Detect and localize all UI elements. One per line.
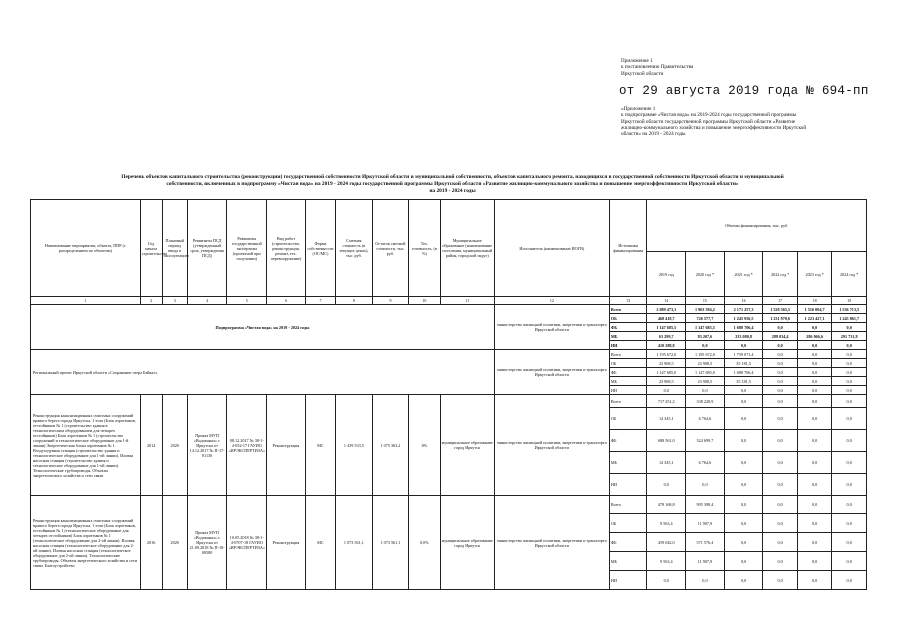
annex-line: к подпрограмме «Чистая вода» на 2019-2024 годы государственной программы bbox=[621, 112, 797, 119]
funding-value: 0,0 bbox=[797, 377, 831, 386]
funding-source: ОБ bbox=[609, 314, 647, 323]
annex-line: «Приложение 1 bbox=[621, 106, 656, 112]
header-year: 2021 год * bbox=[724, 252, 763, 297]
funding-value: 0,0 bbox=[763, 514, 797, 533]
funding-value: 0,0 bbox=[797, 368, 831, 377]
funding-source: Всего bbox=[609, 305, 647, 314]
funding-value: 0,0 bbox=[763, 571, 797, 590]
funding-value: 23 908,5 bbox=[686, 359, 725, 368]
remaining-cost: 1 073 561,1 bbox=[372, 496, 409, 590]
funding-value: 0,0 bbox=[763, 359, 797, 368]
column-numbers-row bbox=[31, 297, 867, 305]
funding-value: 1 516 004,7 bbox=[797, 305, 831, 314]
executor-cell: министерство жилищной политики, энергетики и транспорта Иркутской области bbox=[494, 350, 609, 395]
funding-value: 0,0 bbox=[686, 474, 725, 496]
header-line: к постановлению Правительства bbox=[621, 64, 694, 71]
funding-source: МБ bbox=[609, 552, 647, 571]
funding-value: 0,0 bbox=[832, 533, 867, 552]
work-type: Реконструкция bbox=[267, 395, 306, 496]
funding-value: 478 168,8 bbox=[647, 496, 686, 514]
funding-value: 0,0 bbox=[724, 533, 763, 552]
executor-cell: министерство жилищной политики, энергетики и транспорта Иркутской области bbox=[494, 496, 609, 590]
funding-value: 1 528 565,5 bbox=[763, 305, 797, 314]
funding-value: 23 908,5 bbox=[686, 377, 725, 386]
funding-source: ФБ bbox=[609, 368, 647, 377]
funding-value: 0,0 bbox=[763, 452, 797, 474]
funding-value: 0,0 bbox=[832, 386, 867, 395]
annex-line: жилищно-коммунального хозяйства и повышение энергоэффективности Иркутской bbox=[621, 124, 807, 131]
header-name: Наименование мероприятия, объекта, ППР (с распределением по объектам) bbox=[31, 200, 141, 297]
funding-value: 0,0 bbox=[686, 571, 725, 590]
funding-value: 0,0 bbox=[763, 350, 797, 359]
column-number: 8 bbox=[336, 297, 373, 305]
column-number: 17 bbox=[763, 297, 797, 305]
funding-value: 23 908,5 bbox=[647, 377, 686, 386]
funding-value: 1 147 685,5 bbox=[647, 323, 686, 332]
finance-row bbox=[31, 496, 867, 514]
header-mun: Муниципальное образование (наименование поселения, муниципальный район, городской округ) bbox=[440, 200, 494, 297]
start-year: 2016 bbox=[140, 496, 162, 590]
funding-value: 1 536 713,5 bbox=[832, 305, 867, 314]
estimated-cost: 1 439 533,5 bbox=[336, 395, 373, 496]
funding-value: 0,0 bbox=[797, 395, 831, 408]
column-number: 10 bbox=[409, 297, 440, 305]
funding-value: 324 699,7 bbox=[686, 430, 725, 452]
funding-value: 2 171 257,3 bbox=[724, 305, 763, 314]
funding-value: 995 398,4 bbox=[686, 496, 725, 514]
column-number: 5 bbox=[227, 297, 267, 305]
funding-value: 0,0 bbox=[797, 430, 831, 452]
funding-value: 0,0 bbox=[763, 474, 797, 496]
design-docs: Приказ МУП «Водоканал» г. Иркутска от 21.09.2018 № П-18-00580 bbox=[187, 496, 227, 590]
funding-value: 410 288,8 bbox=[647, 341, 686, 350]
readiness: 8% bbox=[409, 395, 440, 496]
header-fin-group: Объемы финансирования, тыс. руб. bbox=[647, 200, 867, 252]
expertise: 08.12.2017 № 38-1-4-052-17 ГАУИО «ИРЭКСПЕРТИЗА» bbox=[227, 395, 267, 496]
column-number: 18 bbox=[797, 297, 831, 305]
funding-source: ФБ bbox=[609, 323, 647, 332]
funding-value: 1 195 672,0 bbox=[686, 350, 725, 359]
funding-value: 0,0 bbox=[763, 430, 797, 452]
title-line: на 2019 - 2024 годы bbox=[429, 187, 476, 194]
column-number: 6 bbox=[267, 297, 306, 305]
funding-value: 0,0 bbox=[763, 368, 797, 377]
executor-cell: министерство жилищной политики, энергетики и транспорта Иркутской области bbox=[494, 305, 609, 350]
funding-value: 233 080,8 bbox=[724, 332, 763, 341]
funding-value: 0,0 bbox=[647, 474, 686, 496]
funding-value: 83 207,6 bbox=[686, 332, 725, 341]
funding-value: 0,0 bbox=[763, 408, 797, 430]
funding-value: 1 231 970,6 bbox=[763, 314, 797, 323]
column-number: 7 bbox=[305, 297, 335, 305]
funding-value: 468 418,7 bbox=[647, 314, 686, 323]
column-number: 9 bbox=[372, 297, 409, 305]
work-type: Реконструкция bbox=[267, 496, 306, 590]
funding-value: 0,0 bbox=[763, 341, 797, 350]
funding-source: Всего bbox=[609, 350, 647, 359]
funding-source: МБ bbox=[609, 332, 647, 341]
funding-value: 0,0 bbox=[724, 395, 763, 408]
funding-value: 6 764,6 bbox=[686, 452, 725, 474]
funding-source: ФБ bbox=[609, 533, 647, 552]
funding-value: 0,0 bbox=[832, 452, 867, 474]
funding-value: 286 066,6 bbox=[797, 332, 831, 341]
remaining-cost: 1 075 363,2 bbox=[372, 395, 409, 496]
funding-value: 0,0 bbox=[724, 386, 763, 395]
funding-source: ИИ bbox=[609, 341, 647, 350]
funding-value: 0,0 bbox=[797, 408, 831, 430]
header-year: 2022 год * bbox=[763, 252, 797, 297]
funding-value: 291 731,8 bbox=[832, 332, 867, 341]
funding-value: 0,0 bbox=[797, 386, 831, 395]
funding-value: 0,0 bbox=[797, 571, 831, 590]
title-line: собственности, включенных в подпрограмму «Чистая вода» на 2019 - 2024 годы государственной программы Иркутской области «Развитие жилищно-коммунального хозяйства и повышение энергоэффективности Иркутской области» bbox=[166, 180, 739, 187]
municipality: муниципальное образование город Иркутск bbox=[440, 395, 494, 496]
object-name: Реконструкция канализационных очистных сооружений правого берега города Иркутска. 1 этап (Блок аэротенков, отстойников № 1 (технологическое оборудование для четырех отстойников) Блок аэротенков № 1 (технологическое оборудование для 2-ой линии). Иловая насосная станция (технологическое оборудование для 2-ой линии). Иловая насосная станция (технологическое оборудование для 2-ой линии). Технологические трубопроводы. Объекты энергетического хозяйства и сети связи. Благоустройство bbox=[31, 496, 141, 590]
header-src: Источники финансирования bbox=[609, 200, 647, 297]
funding-source: ОБ bbox=[609, 408, 647, 430]
project-title: Региональный проект Иркутской области «Сохранение озера Байкал» bbox=[31, 350, 495, 395]
expertise: 10.05.2018 № 38-1-4-0707-18 ГАУИО «ИРЭКСПЕРТИЗА» bbox=[227, 496, 267, 590]
funding-value: 1 147 685,0 bbox=[686, 368, 725, 377]
column-number: 2 bbox=[140, 297, 162, 305]
readiness: 0,0% bbox=[409, 496, 440, 590]
header-year: 2020 год * bbox=[686, 252, 725, 297]
column-number: 12 bbox=[494, 297, 609, 305]
funding-value: 14 345,1 bbox=[647, 452, 686, 474]
header-pir: Реквизиты ПСД (утвержденный срок, утверждения ПСД) bbox=[187, 200, 227, 297]
object-name: Реконструкция канализационных очистных сооружений правого берега города Иркутска. 1 этап (Блок аэротенков, отстойников № 1 (строительство здания в технологическим оборудованием для четырех отстойников) Блок аэротенков № 1 (строительство сооружений и технологическое оборудование для 1-й линии) Энергетическая блока аэротенков № 1. Воздуходувная станция (строительство здания и технологическое оборудование для 1-ой линии). Иловая насосная станция (строительство здания и технологическое оборудование для 1-ой линии). Технологические трубопроводы. Объекты энергетического хозяйства и сети связи bbox=[31, 395, 141, 496]
funding-value: 0,0 bbox=[797, 514, 831, 533]
executor-cell: министерство жилищной политики, энергетики и транспорта Иркутской области bbox=[494, 395, 609, 496]
column-number: 3 bbox=[162, 297, 187, 305]
funding-value: 63 299,7 bbox=[647, 332, 686, 341]
funding-value: 0,0 bbox=[763, 496, 797, 514]
funding-value: 1 223 427,1 bbox=[797, 314, 831, 323]
funding-value: 35 181,5 bbox=[724, 377, 763, 386]
column-number: 1 bbox=[31, 297, 141, 305]
funding-source: ИИ bbox=[609, 386, 647, 395]
funding-value: 1 245 956,5 bbox=[724, 314, 763, 323]
funding-value: 0,0 bbox=[832, 496, 867, 514]
program-title: Подпрограмма «Чистая вода» на 2019 - 2024 годы bbox=[31, 305, 495, 350]
estimated-cost: 1 073 561,1 bbox=[336, 496, 373, 590]
funding-value: 0,0 bbox=[724, 430, 763, 452]
funding-value: 0,0 bbox=[797, 533, 831, 552]
column-number: 15 bbox=[686, 297, 725, 305]
funding-value: 726 577,7 bbox=[686, 314, 725, 323]
funding-value: 0,0 bbox=[797, 350, 831, 359]
header-own: Форма собственности (ОГ/МС) bbox=[305, 200, 335, 297]
header-line: Приложение 1 bbox=[621, 58, 653, 64]
annex-line: области» на 2019 - 2024 годы bbox=[621, 131, 686, 138]
funding-value: 0,0 bbox=[797, 452, 831, 474]
funding-value: 0,0 bbox=[832, 341, 867, 350]
approval-header bbox=[621, 58, 871, 77]
municipality: муниципальное образование город Иркутск bbox=[440, 496, 494, 590]
funding-value: 14 345,1 bbox=[647, 408, 686, 430]
funding-value: 9 563,4 bbox=[647, 514, 686, 533]
funding-source: ИИ bbox=[609, 571, 647, 590]
header-year: 2019 год bbox=[647, 252, 686, 297]
funding-value: 0,0 bbox=[797, 552, 831, 571]
funding-value: 338 228,9 bbox=[686, 395, 725, 408]
funding-value: 0,0 bbox=[763, 533, 797, 552]
funding-value: 1 195 672,0 bbox=[647, 350, 686, 359]
funding-value: 0,0 bbox=[832, 377, 867, 386]
funding-source: ИИ bbox=[609, 474, 647, 496]
funding-value: 0,0 bbox=[832, 571, 867, 590]
funding-value: 1 147 685,0 bbox=[647, 368, 686, 377]
header-start: Год начала строительства bbox=[140, 200, 162, 297]
funding-value: 0,0 bbox=[763, 377, 797, 386]
funding-value: 0,0 bbox=[832, 395, 867, 408]
finance-row bbox=[31, 350, 867, 359]
funding-value: 6 764,6 bbox=[686, 408, 725, 430]
funding-value: 1 759 071,4 bbox=[724, 350, 763, 359]
funding-value: 0,0 bbox=[797, 359, 831, 368]
funding-source: ОБ bbox=[609, 359, 647, 368]
funding-value: 0,0 bbox=[797, 341, 831, 350]
commission-year: 2020 bbox=[162, 395, 187, 496]
funding-value: 9 563,4 bbox=[647, 552, 686, 571]
funding-value: 1 688 706,4 bbox=[724, 323, 763, 332]
start-year: 2014 bbox=[140, 395, 162, 496]
header-year: 2023 год * bbox=[797, 252, 831, 297]
funding-value: 2 089 473,1 bbox=[647, 305, 686, 314]
column-number: 11 bbox=[440, 297, 494, 305]
funding-value: 0,0 bbox=[797, 474, 831, 496]
funding-value: 0,0 bbox=[763, 395, 797, 408]
funding-value: 23 908,5 bbox=[647, 359, 686, 368]
funding-source: Всего bbox=[609, 395, 647, 408]
funding-value: 0,0 bbox=[832, 323, 867, 332]
finance-row bbox=[31, 395, 867, 408]
column-number: 16 bbox=[724, 297, 763, 305]
funding-value: 0,0 bbox=[832, 368, 867, 377]
funding-value: 1 963 394,2 bbox=[686, 305, 725, 314]
funding-value: 288 034,4 bbox=[763, 332, 797, 341]
funding-source: ФБ bbox=[609, 430, 647, 452]
funding-value: 0,0 bbox=[832, 408, 867, 430]
header-exec: Исполнитель (наименование ИОГВ) bbox=[494, 200, 609, 297]
funding-value: 0,0 bbox=[724, 496, 763, 514]
funding-value: 459 042,0 bbox=[647, 533, 686, 552]
funding-value: 0,0 bbox=[832, 350, 867, 359]
funding-source: МБ bbox=[609, 377, 647, 386]
column-number: 4 bbox=[187, 297, 227, 305]
funding-value: 571 576,4 bbox=[686, 533, 725, 552]
funding-value: 0,0 bbox=[763, 386, 797, 395]
column-number: 19 bbox=[832, 297, 867, 305]
header-rest: Остаток сметной стоимости, тыс. руб. bbox=[372, 200, 409, 297]
funding-value: 11 907,9 bbox=[686, 552, 725, 571]
funding-value: 0,0 bbox=[647, 386, 686, 395]
funding-value: 35 181,5 bbox=[724, 359, 763, 368]
design-docs: Приказ МУП «Водоканал» г. Иркутска от 14.12.2017 № П-17-01130 bbox=[187, 395, 227, 496]
funding-value: 0,0 bbox=[724, 341, 763, 350]
funding-value: 0,0 bbox=[686, 341, 725, 350]
funding-value: 0,0 bbox=[832, 430, 867, 452]
ownership: МС bbox=[305, 496, 335, 590]
header-line: Иркутской области bbox=[621, 70, 664, 77]
header-term: Плановый период ввода в эксплуатацию bbox=[162, 200, 187, 297]
funding-value: 1 245 861,7 bbox=[832, 314, 867, 323]
funding-value: 0,0 bbox=[832, 514, 867, 533]
funding-value: 0,0 bbox=[724, 552, 763, 571]
header-ready: Тех. готовность, (в %) bbox=[409, 200, 440, 297]
funding-value: 0,0 bbox=[724, 514, 763, 533]
funding-source: МБ bbox=[609, 452, 647, 474]
document-title bbox=[30, 174, 875, 194]
funding-value: 0,0 bbox=[832, 474, 867, 496]
column-number: 14 bbox=[647, 297, 686, 305]
funding-value: 688 561,0 bbox=[647, 430, 686, 452]
funding-value: 0,0 bbox=[724, 408, 763, 430]
resolution-date: от 29 августа 2019 года № 694-пп bbox=[619, 84, 869, 98]
header-cost: Сметная стоимость (в текущих ценах), тыс. руб. bbox=[336, 200, 373, 297]
header-work: Вид работ (строительство, реконструкция, ремонт, тех. перевооружение) bbox=[267, 200, 306, 297]
funding-value: 11 907,9 bbox=[686, 514, 725, 533]
funding-value: 0,0 bbox=[724, 452, 763, 474]
funding-source: ОБ bbox=[609, 514, 647, 533]
objects-table bbox=[30, 199, 867, 590]
funding-value: 0,0 bbox=[832, 359, 867, 368]
funding-value: 0,0 bbox=[647, 571, 686, 590]
funding-source: Всего bbox=[609, 496, 647, 514]
funding-value: 0,0 bbox=[797, 323, 831, 332]
funding-value: 0,0 bbox=[763, 323, 797, 332]
header-exam: Реквизиты государственной экспертизы (проектной при получении) bbox=[227, 200, 267, 297]
finance-row bbox=[31, 305, 867, 314]
annex-header bbox=[621, 106, 873, 137]
funding-value: 1 147 685,5 bbox=[686, 323, 725, 332]
funding-value: 0,0 bbox=[724, 571, 763, 590]
funding-value: 0,0 bbox=[763, 552, 797, 571]
header-year: 2024 год * bbox=[832, 252, 867, 297]
commission-year: 2020 bbox=[162, 496, 187, 590]
funding-value: 0,0 bbox=[832, 552, 867, 571]
funding-value: 0,0 bbox=[797, 496, 831, 514]
funding-value: 0,0 bbox=[686, 386, 725, 395]
title-line: Перечень объектов капитального строительства (реконструкции) государственной собственности Иркутской области и муниципальной собственности, объектов капитального ремонта, находящихся в государственной собственности Иркутской области и муниципальной bbox=[121, 174, 784, 180]
ownership: МС bbox=[305, 395, 335, 496]
funding-value: 1 688 706,4 bbox=[724, 368, 763, 377]
funding-value: 0,0 bbox=[724, 474, 763, 496]
column-number: 13 bbox=[609, 297, 647, 305]
funding-value: 717 251,2 bbox=[647, 395, 686, 408]
annex-line: Иркутской области государственной программы Иркутской области «Развитие bbox=[621, 118, 796, 125]
